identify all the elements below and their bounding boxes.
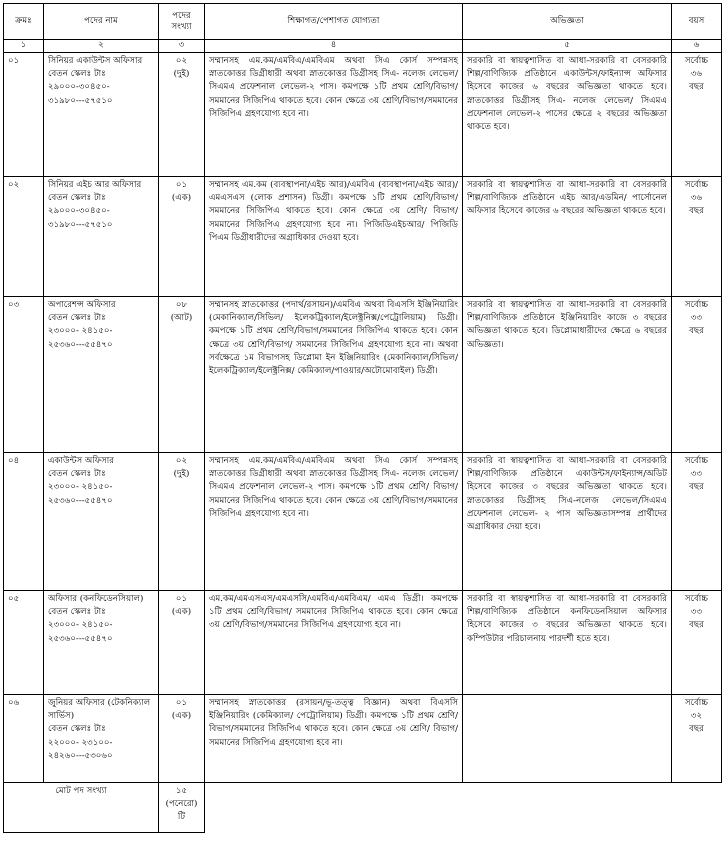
table-row — [4, 177, 722, 297]
post-count — [159, 177, 205, 297]
post-name: অফিসার (কনফিডেনসিয়াল) — [48, 594, 144, 604]
column-index: ৫ — [463, 40, 672, 53]
age-label: সর্বোচ্চ — [684, 56, 709, 66]
qualification: এম.কম/এমএসএস/এমএসসি/এমবিএ/এমবিএম/ এমএ ডিগ্রী। কমপক্ষে ১টি প্রথম শ্রেণি/বিভাগ/ সমমানের সিজিপিএ থাকতে হবে। কোন ক্ষেত্রে ৩য় শ্রেণি/বিভাগ/সমমানের সিজিপিএ গ্রহণযোগ্য হবে না। — [205, 591, 463, 695]
qualification: সম্মানসহ স্নাতকোত্তর (পদার্থ/রসায়ন)/এমবিএ অথবা বিএসসি ইঞ্জিনিয়ারিং (মেকানিক্যাল/সিভিল/ ইলেকট্রিক্যাল/ইলেক্ট্রনিক্স/পেট্রোলিয়াম) ডিগ্রী। কমপক্ষে ১টি প্রথম শ্রেণি/বিভাগ/সমমানের সিজিপিএ থাকতে হবে। কোন ক্ষেত্রে ৩য় শ্রেণি/বিভাগ/ সমমানের সিজিপিএ গ্রহণযোগ্য হবে না। অথবা সর্বক্ষেত্রে ১ম বিভাগসহ ডিপ্লোমা ইন ইঞ্জিনিয়ারিং (মেকানিক্যাল/সিভিল/ইলেকট্রিক্যাল/ইলেক্ট্রনিক্স/ কেমিক্যাল/পাওয়ার/অটোমোবাইল) ডিগ্রী। — [205, 297, 463, 453]
age-unit: বছর — [689, 206, 704, 217]
pay-scale-label: বেতন স্কেলঃ টাঃ — [48, 193, 106, 204]
pay-scale-label: বেতন স্কেলঃ টাঃ — [48, 69, 106, 80]
age-limit — [672, 53, 722, 177]
recruitment-table-wrapper — [3, 3, 722, 833]
post-count-words: (দুই) — [173, 469, 190, 480]
post-name: সিনিয়র একাউন্টস অফিসার — [48, 56, 143, 66]
table-row — [4, 453, 722, 591]
post-info — [44, 591, 159, 695]
serial-number: ০৫ — [4, 591, 44, 695]
age-limit — [672, 177, 722, 297]
pay-scale-end: ২৪২৬০---৫৩০৬০ — [48, 750, 113, 761]
serial-number: ০৩ — [4, 297, 44, 453]
post-info — [44, 453, 159, 591]
age-value: ৩২ — [690, 711, 703, 722]
experience: সরকারি বা স্বায়ত্বশাসিত বা আধা-সরকারি বা বেসরকারি শিল্প/বাণিজ্যিক প্রতিষ্ঠানে কনফিডেনসিয়াল অফিসার হিসেবে কাজের ৩ বছরের অভিজ্ঞতা থাকতে হবে। কম্পিউটার পরিচালনায় পারদর্শী হতে হবে। — [463, 591, 672, 695]
pay-scale-start: ২৩০০০- ২৪১৫০- — [48, 482, 113, 493]
empty-cell — [205, 783, 463, 833]
serial-number: ০৬ — [4, 695, 44, 783]
pay-scale-label: বেতন স্কেলঃ টাঃ — [48, 313, 106, 324]
age-limit — [672, 695, 722, 783]
age-value: ৩৩ — [690, 313, 703, 324]
total-count-suffix: টি — [177, 812, 186, 823]
pay-scale-start: ২৩০০০- ২৪১৫০- — [48, 620, 113, 631]
post-count — [159, 53, 205, 177]
age-value: ৩৬ — [690, 69, 703, 80]
post-count-number: ০২ — [175, 56, 188, 66]
pay-scale-start: ২৯০০০-৩০৪৫০- — [48, 82, 110, 93]
post-name: একাউন্টস অফিসার — [48, 456, 114, 466]
qualification: সম্মানসহ স্নাতকোত্তর (রসায়ন/ভূ-তত্ত্ব বিজ্ঞান) অথবা বিএসসি ইঞ্জিনিয়ারিং (কেমিক্যাল/ পেট্রোলিয়াম) ডিগ্রী। কমপক্ষে ১টি প্রথম শ্রেণি/বিভাগ/সমমানের সিজিপিএ থাকতে হবে। কোন ক্ষেত্রে ৩য় শ্রেণি/ বিভাগ/ সমমানের সিজিপিএ গ্রহণযোগ্য হবে না। — [205, 695, 463, 783]
post-count — [159, 453, 205, 591]
table-row — [4, 297, 722, 453]
header-row — [4, 4, 722, 40]
age-label: সর্বোচ্চ — [684, 300, 709, 310]
total-count-number: ১৫ — [175, 786, 188, 796]
post-count-words: (দুই) — [173, 69, 190, 80]
age-unit: বছর — [689, 482, 704, 493]
post-count-words: (এক) — [171, 711, 192, 722]
post-count-number: ০২ — [175, 456, 188, 466]
post-count-words: (এক) — [171, 607, 192, 618]
column-index: ৪ — [205, 40, 463, 53]
pay-scale-end: ২৫৩৬০---৫৫৪৭০ — [48, 495, 113, 506]
age-limit — [672, 591, 722, 695]
age-unit: বছর — [689, 724, 704, 735]
experience: সরকারি বা স্বায়ত্বশাসিত বা আধা-সরকারি বা বেসরকারি শিল্প/বাণিজ্যিক প্রতিষ্ঠানে ইঞ্জিনিয়ারিং কাজে ৩ বছরের অভিজ্ঞতা থাকতে হবে। ডিপ্লোমাধারীদের ক্ষেত্রে ৬ বছরের অভিজ্ঞতা। — [463, 297, 672, 453]
experience: সরকারি বা স্বায়ত্বশাসিত বা আধা-সরকারি বা বেসরকারি শিল্প/বাণিজ্যিক প্রতিষ্ঠানে এইচ আর/এডমিন/ পার্সোনেল অফিসার হিসেবে কাজের ৬ বছরের অভিজ্ঞতা থাকতে হবে। — [463, 177, 672, 297]
age-unit: বছর — [689, 326, 704, 337]
header-age: বয়স — [672, 4, 722, 40]
total-count — [159, 783, 205, 833]
post-name: সিনিয়র এইচ আর অফিসার — [48, 180, 142, 190]
post-count-number: ০৮ — [175, 300, 188, 310]
experience — [463, 695, 672, 783]
recruitment-table — [3, 3, 722, 833]
age-value: ৩৩ — [690, 607, 703, 618]
serial-number: ০৪ — [4, 453, 44, 591]
column-index: ৬ — [672, 40, 722, 53]
pay-scale-start: ২৩০০০- ২৪১৫০- — [48, 326, 113, 337]
table-row — [4, 695, 722, 783]
post-count-words: (এক) — [171, 193, 192, 204]
column-index: ২ — [44, 40, 159, 53]
post-info — [44, 53, 159, 177]
pay-scale-label: বেতন স্কেলঃ টাঃ — [48, 607, 106, 618]
age-label: সর্বোচ্চ — [684, 456, 709, 466]
pay-scale-end: ৩১৯৮০---৫৭৫১০ — [48, 219, 113, 230]
experience: সরকারি বা স্বায়ত্বশাসিত বা আধা-সরকারি বা বেসরকারি শিল্প/বাণিজ্যিক প্রতিষ্ঠানে একাউন্টস/ফাইন্যান্স/অডিট হিসেবে কাজের ৩ বছরের অভিজ্ঞতা থাকতে হবে। স্নাতকোত্তর ডিগ্রীসহ সিএ-নলেজ লেভেল/সিএমএ প্রফেশনাল লেভেল- ২ পাস অভিজ্ঞতাসম্পন্ন প্রার্থীদের অগ্রাধিকার দেয়া হবে। — [463, 453, 672, 591]
age-limit — [672, 297, 722, 453]
column-index-row — [4, 40, 722, 53]
age-limit — [672, 453, 722, 591]
header-qualification: শিক্ষাগত/পেশাগত যোগ্যতা — [205, 4, 463, 40]
column-index: ১ — [4, 40, 44, 53]
post-count-words: (আট) — [170, 313, 193, 324]
experience: সরকারি বা স্বায়ত্বশাসিত বা আধা-সরকারি বা বেসরকারি শিল্প/বাণিজ্যিক প্রতিষ্ঠানে একাউন্টস/ফাইন্যান্স অফিসার হিসেবে কাজের ৬ বছরের অভিজ্ঞতা থাকতে হবে। স্নাতকোত্তর ডিগ্রীসহ সিএ- নলেজ লেভেল/ সিএমএ প্রফেশনাল লেভেল-২ পাসের ক্ষেত্রে ২ বছরের অভিজ্ঞতা থাকতে হবে। — [463, 53, 672, 177]
age-unit: বছর — [689, 620, 704, 631]
post-info — [44, 177, 159, 297]
header-post-name: পদের নাম — [44, 4, 159, 40]
post-count — [159, 297, 205, 453]
pay-scale-end: ৩১৯৮০---৫৭৫১০ — [48, 95, 113, 106]
qualification: সম্মানসহ এম.কম/এমবিএ/এমবিএম অথবা সিএ কোর্স সম্পন্নসহ স্নাতকোত্তর ডিগ্রীধারী অথবা স্নাতকোত্তর ডিগ্রীসহ সিএ- নলেজ লেভেল/ সিএমএ প্রফেশনাল লেভেল-২ পাস। কমপক্ষে ১টি প্রথম শ্রেণি/বিভাগ/সমমানের সিজিপিএ থাকতে হবে। কোন ক্ষেত্রে ৩য় শ্রেণি/বিভাগ/সমমানের সিজিপিএ গ্রহণযোগ্য হবে না। — [205, 53, 463, 177]
total-row — [4, 783, 722, 833]
age-unit: বছর — [689, 82, 704, 93]
post-info — [44, 297, 159, 453]
post-name: অপারেশন্স অফিসার — [48, 300, 116, 310]
age-value: ৩৩ — [690, 469, 703, 480]
header-experience: অভিজ্ঞতা — [463, 4, 672, 40]
table-row — [4, 53, 722, 177]
header-post-count: পদের সংখ্যা — [159, 4, 205, 40]
post-count — [159, 591, 205, 695]
serial-number: ০১ — [4, 53, 44, 177]
header-serial: ক্রমঃ — [4, 4, 44, 40]
post-info — [44, 695, 159, 783]
post-count-number: ০১ — [175, 180, 188, 190]
qualification: সম্মানসহ এম.কম (ব্যবস্থাপনা/এইচ আর)/এমবিএ (ব্যবস্থাপনা/এইচ আর)/ এমএসএস (লোক প্রশাসন) ডিগ্রী। কমপক্ষে ১টি প্রথম শ্রেণি/বিভাগ/ সমমানের সিজিপিএ থাকতে হবে। কোন ক্ষেত্রে ৩য় শ্রেণি/ বিভাগ/সমমানের সিজিপিএ গ্রহণযোগ্য হবে না। পিজিডিএইচআর/ পিজিডি পিএম ডিগ্রীধারীদের অগ্রাধিকার দেওয়া হবে। — [205, 177, 463, 297]
post-count-number: ০১ — [175, 698, 188, 708]
empty-cell — [463, 783, 672, 833]
pay-scale-start: ২৯০০০-৩০৪৫০- — [48, 206, 110, 217]
pay-scale-end: ২৫৩৬০---৫৫৪৭০ — [48, 339, 113, 350]
pay-scale-end: ২৫৩৬০---৫৫৪৭০ — [48, 633, 113, 644]
total-label: মোট পদ সংখ্যা — [4, 783, 159, 833]
age-label: সর্বোচ্চ — [684, 594, 709, 604]
pay-scale-label: বেতন স্কেলঃ টাঃ — [48, 469, 106, 480]
post-name: জুনিয়র অফিসার (টেকনিক্যাল সার্ভিস) — [48, 698, 151, 722]
pay-scale-label: বেতন স্কেলঃ টাঃ — [48, 724, 106, 735]
pay-scale-start: ২২০০০- ২৩১০০- — [48, 737, 113, 748]
age-label: সর্বোচ্চ — [684, 180, 709, 190]
qualification: সম্মানসহ এম.কম/এমবিএ/এমবিএম অথবা সিএ কোর্স সম্পন্নসহ স্নাতকোত্তর ডিগ্রীধারী অথবা স্নাতকোত্তর ডিগ্রীসহ সিএ- নলেজ লেভেল/সিএমএ প্রফেশনাল লেভেল-২ পাস। কমপক্ষে ১টি প্রথম শ্রেণি/ বিভাগ/সমমানের সিজিপিএ থাকতে হবে। কোন ক্ষেত্রে ৩য় শ্রেণি/বিভাগ/সমমানের সিজিপিএ গ্রহণযোগ্য হবে না। — [205, 453, 463, 591]
serial-number: ০২ — [4, 177, 44, 297]
post-count — [159, 695, 205, 783]
age-label: সর্বোচ্চ — [684, 698, 709, 708]
age-value: ৩৬ — [690, 193, 703, 204]
column-index: ৩ — [159, 40, 205, 53]
post-count-number: ০১ — [175, 594, 188, 604]
table-row — [4, 591, 722, 695]
empty-cell — [672, 783, 722, 833]
total-count-words: (পনেরো) — [165, 799, 198, 810]
